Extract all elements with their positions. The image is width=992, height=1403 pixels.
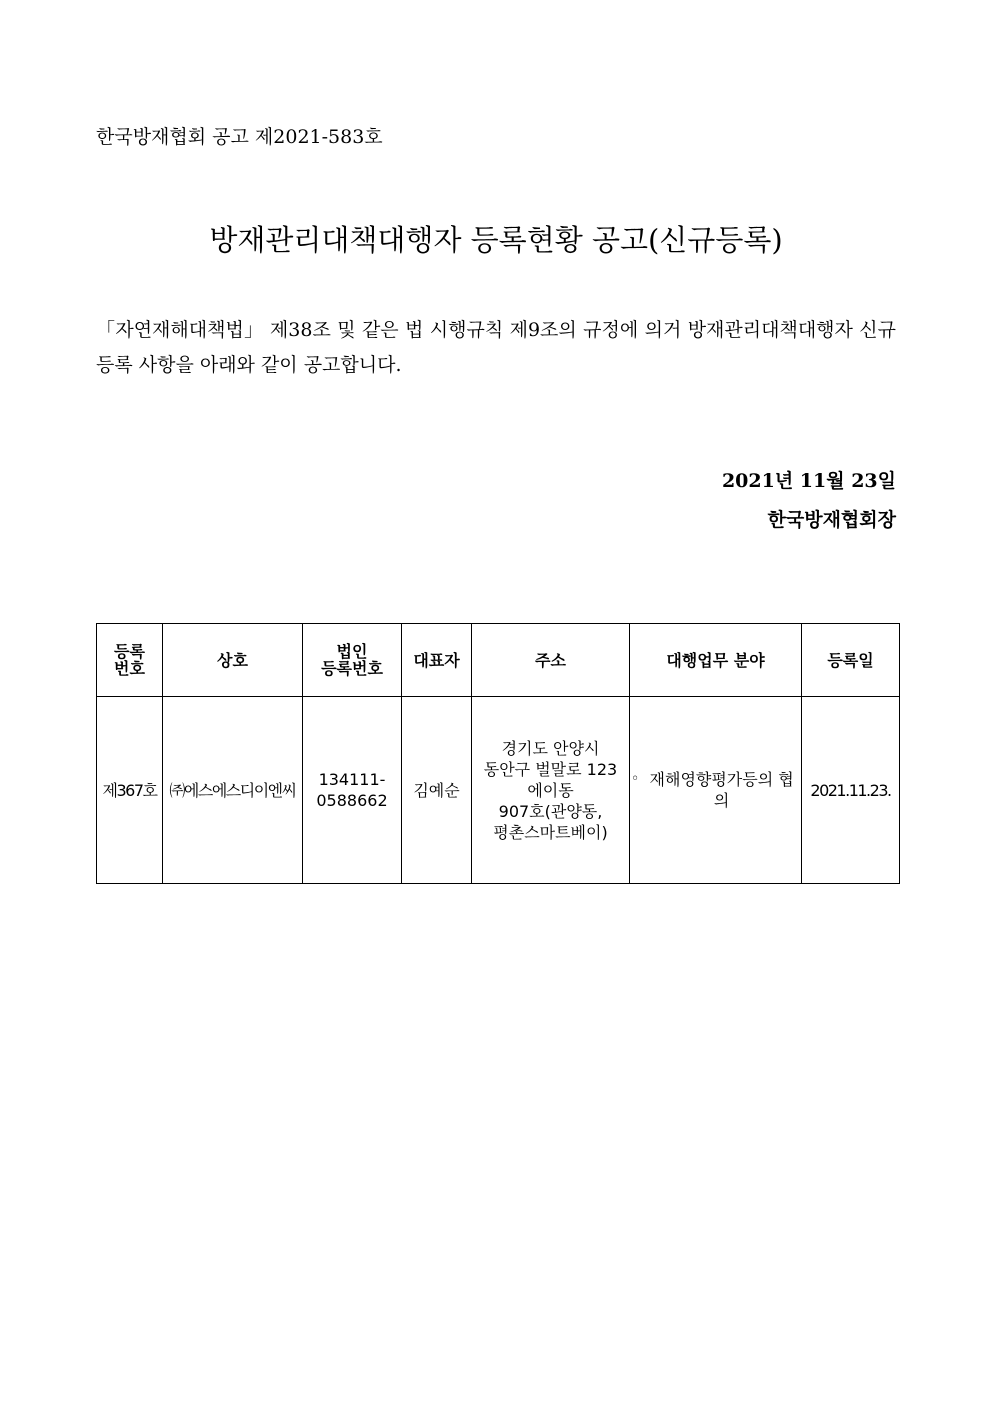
header-company: 상호 [163,624,303,697]
cell-corp-no [303,697,402,884]
body-paragraph: 「자연재해대책법」 제38조 및 같은 법 시행규칙 제9조의 규정에 의거 방재관리대책대행자 신규등록 사항을 아래와 같이 공고합니다. [96,319,896,376]
bullet-icon: ◦ [631,771,640,787]
header-reg-no [97,624,163,697]
header-field: 대행업무 분야 [630,624,802,697]
cell-representative: 김예순 [402,697,472,884]
table-row [97,697,900,884]
cell-address-line3: 에이동 [527,780,574,800]
cell-address-line1: 경기도 안양시 [501,738,600,758]
cell-field [630,697,802,884]
cell-address [472,697,630,884]
header-corp-no-line2: 등록번호 [321,659,383,678]
cell-reg-no: 제367호 [97,697,163,884]
issuer-name: 한국방재협회장 [767,509,896,531]
notice-date: 2021년 11월 23일 [721,470,896,492]
cell-field-text: 재해영향평가등의 협의 [649,770,794,810]
header-reg-no-line1: 등록 [114,642,145,661]
header-corp-no-line1: 법인 [336,642,368,661]
cell-corp-no-line1: 134111- [318,770,386,789]
header-reg-no-line2: 번호 [114,659,145,678]
cell-address-line5: 평촌스마트베이) [493,822,608,842]
cell-address-line4: 907호(관양동, [498,801,603,821]
header-corp-no [303,624,402,697]
cell-corp-no-line2: 0588662 [316,791,388,810]
document-title: 방재관리대책대행자 등록현황 공고(신규등록) [209,223,783,257]
table-header-row [97,624,900,697]
header-representative: 대표자 [402,624,472,697]
cell-address-line2: 동안구 벌말로 123 [483,759,618,779]
header-reg-date: 등록일 [802,624,900,697]
notice-number: 한국방재협회 공고 제2021-583호 [96,126,383,148]
registration-table [96,623,900,884]
cell-reg-date: 2021.11.23. [802,697,900,884]
header-address: 주소 [472,624,630,697]
cell-company: ㈜에스에스디이엔씨 [163,697,303,884]
